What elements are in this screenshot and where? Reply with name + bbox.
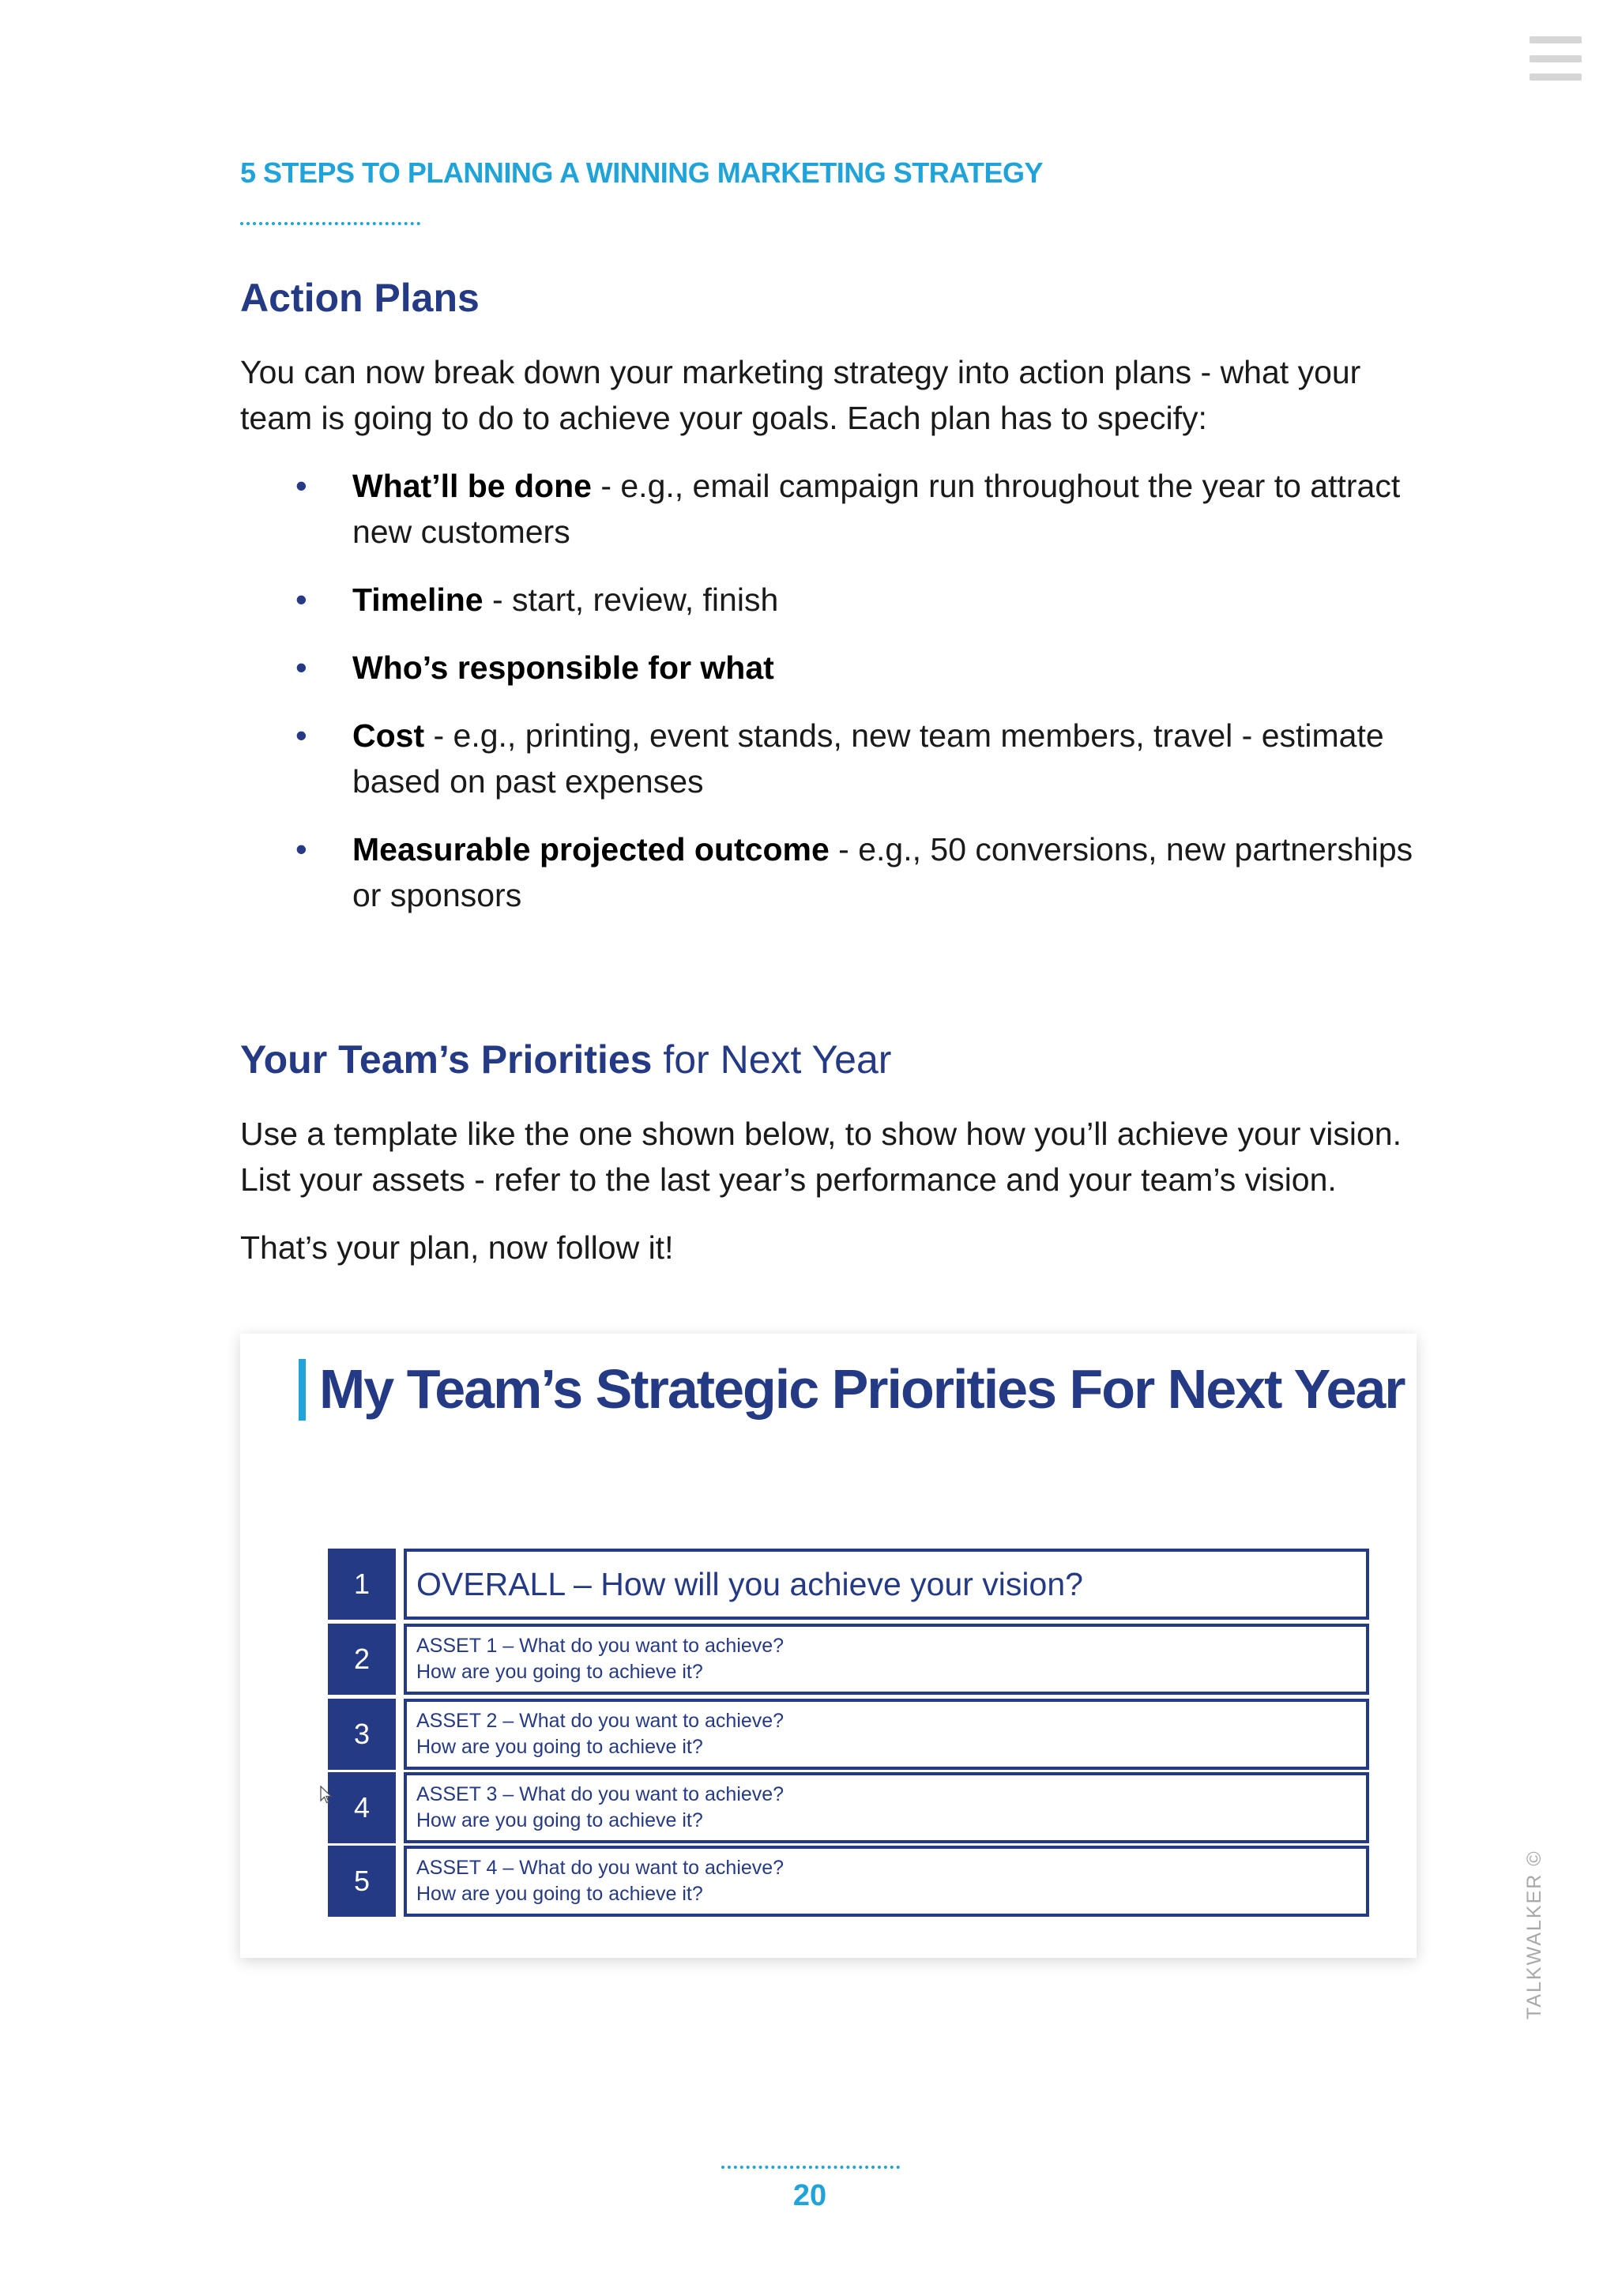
- priority-row-4: [328, 1772, 1369, 1843]
- row-box: [404, 1624, 1369, 1695]
- list-item-term: Cost: [352, 717, 425, 754]
- list-item-text: - start, review, finish: [483, 582, 779, 618]
- row-text-question: ASSET 2 – What do you want to achieve?: [416, 1710, 785, 1732]
- row-text: OVERALL – How will you achieve your vision?: [416, 1565, 1083, 1602]
- row-number: 5: [328, 1846, 396, 1917]
- row-box: [404, 1549, 1369, 1620]
- template-image-card: [240, 1334, 1417, 1958]
- template-title: My Team’s Strategic Priorities For Next Year: [319, 1358, 1405, 1420]
- title-accent-bar: [299, 1359, 306, 1421]
- row-text-question: ASSET 3 – What do you want to achieve?: [416, 1783, 785, 1805]
- row-text-how: How are you going to achieve it?: [416, 1736, 703, 1758]
- row-text-how: How are you going to achieve it?: [416, 1661, 703, 1683]
- list-item-term: Who’s responsible for what: [352, 649, 774, 686]
- heading-bold-part: Your Team’s Priorities: [240, 1037, 653, 1082]
- list-item-term: Timeline: [352, 582, 484, 618]
- list-item-text: - e.g., printing, event stands, new team members, travel - estimate based on past expenses: [352, 717, 1384, 800]
- priority-row-5: [328, 1846, 1369, 1917]
- section-heading-priorities: [240, 1037, 891, 1082]
- action-plan-list: [295, 463, 1433, 940]
- row-text-how: How are you going to achieve it?: [416, 1883, 703, 1905]
- section-heading-action-plans: Action Plans: [240, 276, 480, 320]
- row-box: [404, 1846, 1369, 1917]
- list-item: [295, 577, 1433, 623]
- list-item-term: What’ll be done: [352, 468, 592, 504]
- row-number: 2: [328, 1624, 396, 1695]
- row-number: 4: [328, 1772, 396, 1843]
- list-item: [295, 645, 1433, 691]
- menu-icon-bar: [1530, 55, 1582, 62]
- row-box: [404, 1772, 1369, 1843]
- intro-paragraph: You can now break down your marketing strategy into action plans - what your team is going to do to achieve your goals. Each plan has to specify:: [240, 354, 1361, 436]
- list-item: [295, 826, 1433, 918]
- menu-icon-bar: [1530, 73, 1582, 81]
- priority-row-1: [328, 1549, 1369, 1620]
- priority-row-3: [328, 1699, 1369, 1770]
- menu-icon[interactable]: [1530, 36, 1582, 81]
- row-box: [404, 1699, 1369, 1770]
- closing-paragraph: That’s your plan, now follow it!: [240, 1229, 674, 1266]
- list-item-text: - e.g., 50 conversions, new partnerships or sponsors: [352, 831, 1413, 913]
- row-number: 1: [328, 1549, 396, 1620]
- row-text-question: ASSET 1 – What do you want to achieve?: [416, 1635, 785, 1657]
- running-header: 5 STEPS TO PLANNING A WINNING MARKETING STRATEGY: [240, 156, 1044, 189]
- footer-divider: [721, 2166, 900, 2169]
- heading-light-part: for Next Year: [652, 1037, 892, 1082]
- list-item: [295, 713, 1433, 804]
- row-text-question: ASSET 4 – What do you want to achieve?: [416, 1857, 785, 1879]
- priorities-paragraph: Use a template like the one shown below, to show how you’ll achieve your vision. List your assets - refer to the last year’s performance and your team’s vision.: [240, 1116, 1402, 1198]
- cursor-icon: [320, 1786, 333, 1805]
- header-divider: [240, 222, 420, 225]
- list-item-text: - e.g., email campaign run throughout the year to attract new customers: [352, 468, 1401, 550]
- list-item-term: Measurable projected outcome: [352, 831, 830, 868]
- watermark: TALKWALKER ©: [1523, 1850, 1545, 2019]
- row-text-how: How are you going to achieve it?: [416, 1809, 703, 1831]
- page-number: 20: [792, 2179, 827, 2212]
- menu-icon-bar: [1530, 36, 1582, 43]
- priority-row-2: [328, 1624, 1369, 1695]
- list-item: [295, 463, 1433, 555]
- row-number: 3: [328, 1699, 396, 1770]
